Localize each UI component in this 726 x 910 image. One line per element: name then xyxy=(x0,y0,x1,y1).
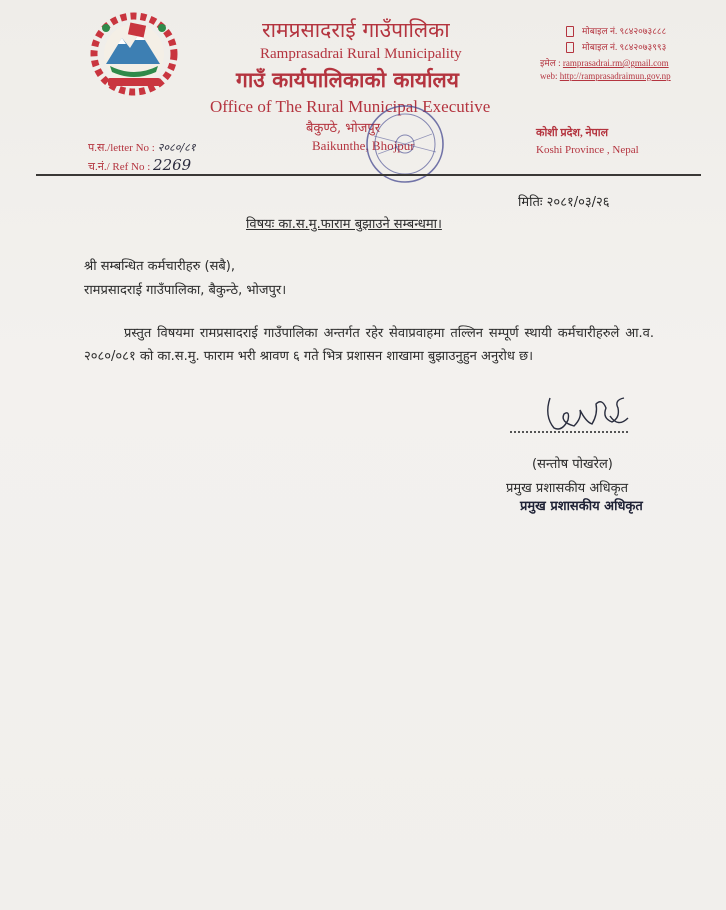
contact-web: web: http://ramprasadraimun.gov.np xyxy=(540,71,671,81)
office-stamp xyxy=(352,96,458,192)
handwritten-signature xyxy=(540,388,632,436)
ref-number-row: च.नं./ Ref No : 2269 xyxy=(88,156,192,174)
location-np: बैकुण्ठे, भोजपुर xyxy=(306,121,381,136)
signer-title-stamp: प्रमुख प्रशासकीय अधिकृत xyxy=(520,499,643,514)
signer-title: प्रमुख प्रशासकीय अधिकृत xyxy=(506,481,629,496)
letter-number-row: प.स./letter No : २०८०/८१ xyxy=(88,141,196,154)
phone-icon xyxy=(566,26,574,37)
province-en: Koshi Province , Nepal xyxy=(536,144,639,156)
email-link[interactable]: ramprasadrai.rm@gmail.com xyxy=(562,58,669,68)
contact-mobile-2: मोबाइल नं. ९८४२०७३९९३ xyxy=(566,40,666,53)
municipality-name-en: Ramprasadrai Rural Municipality xyxy=(260,46,462,62)
letter-subject: विषयः का.स.मु.फाराम बुझाउने सम्बन्धमा। xyxy=(246,217,442,232)
location-en: Baikunthe, Bhojpur xyxy=(312,138,415,153)
ref-number: 2269 xyxy=(153,156,192,174)
website-link[interactable]: http://ramprasadraimun.gov.np xyxy=(559,71,671,81)
signer-name: (सन्तोष पोखरेल) xyxy=(532,457,613,472)
contact-email: इमेल : ramprasadrai.rm@gmail.com xyxy=(540,58,669,68)
letter-number: २०८०/८१ xyxy=(157,141,196,154)
phone-icon xyxy=(566,42,574,53)
signature-dotted-line xyxy=(510,430,628,433)
letter-date: मितिः २०८१/०३/२६ xyxy=(518,195,610,210)
office-name-np: गाउँ कार्यपालिकाको कार्यालय xyxy=(236,67,459,92)
addressee-line-2: रामप्रसादराई गाउँपालिका, बैकुन्ठे, भोजपुर। xyxy=(84,283,287,298)
province-np: कोशी प्रदेश, नेपाल xyxy=(536,127,609,139)
contact-mobile-1: मोबाइल नं. ९८४२०७३८८८ xyxy=(566,24,666,37)
addressee-line-1: श्री सम्बन्धित कर्मचारीहरु (सबै), xyxy=(84,259,236,274)
office-name-en: Office of The Rural Municipal Executive xyxy=(210,97,491,116)
nepal-emblem-logo xyxy=(86,8,182,96)
letter-body-paragraph: प्रस्तुत विषयमा रामप्रसादराई गाउँपालिका अन्तर्गत रहेर सेवाप्रवाहमा तल्लिन सम्पूर्ण स्थायी कर्मचारीहरुले आ.व. २०८०/०८१ को का.स.मु. फाराम भरी श्रावण ६ गते भित्र प्रशासन शाखामा बुझाउनुहुन अनुरोध छ। xyxy=(84,326,654,364)
header-divider xyxy=(36,174,701,176)
municipality-name-np: रामप्रसादराई गाउँपालिका xyxy=(262,18,450,42)
